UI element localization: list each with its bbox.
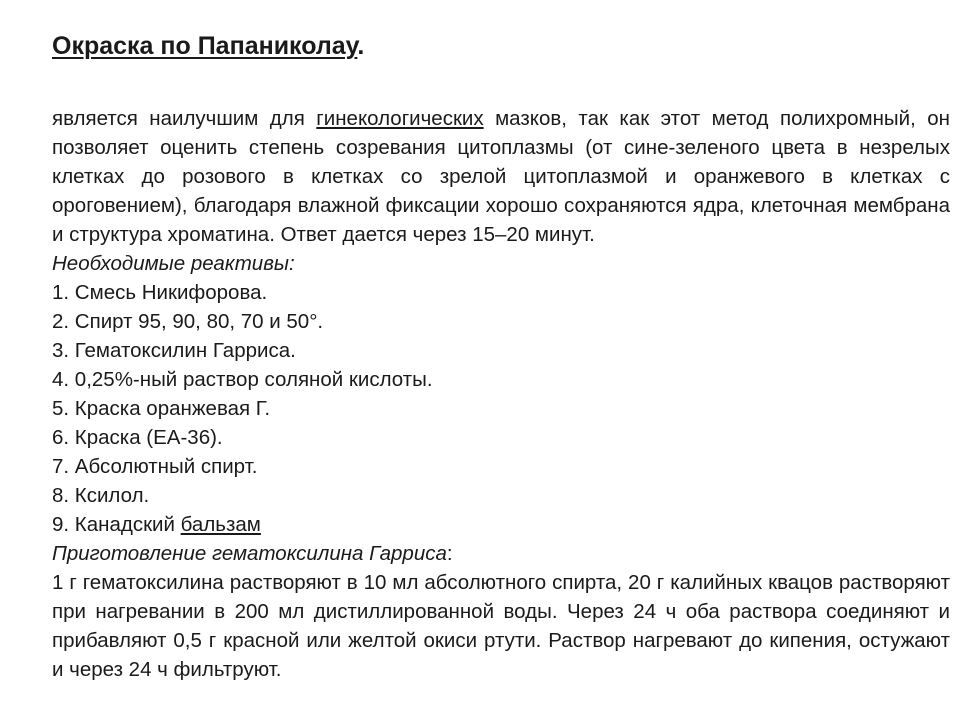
reagent-item: 4. 0,25%-ный раствор соляной кислоты. [52, 368, 433, 391]
reagent-item-text: 9. Канадский [52, 513, 181, 536]
content-body [52, 104, 950, 684]
preparation-heading-colon: : [446, 542, 453, 565]
preparation-heading [52, 539, 950, 568]
reagents-list [52, 278, 950, 539]
reagent-item: 2. Спирт 95, 90, 80, 70 и 50°. [52, 310, 324, 333]
reagent-item: 8. Ксилол. [52, 484, 150, 507]
preparation-paragraph: 1 г гематоксилина растворяют в 10 мл абсолютного спирта, 20 г калийных квацов растворяют при нагревании в 200 мл дистиллированной воды. Через 24 ч оба раствора соединяют и прибавляют 0,5 г красной или желтой окиси ртути. Раствор нагревают до кипения, остужают и через 24 ч фильтруют. [52, 571, 950, 681]
balsam-link[interactable]: бальзам [180, 513, 261, 536]
reagent-item: 5. Краска оранжевая Г. [52, 397, 271, 420]
reagent-item: 7. Абсолютный спирт. [52, 455, 258, 478]
title-text: Окраска по Папаниколау [52, 32, 358, 60]
title-period: . [357, 32, 365, 60]
reagent-item: 6. Краска (EA-36). [52, 426, 223, 449]
reagent-item [52, 510, 950, 539]
reagent-item: 3. Гематоксилин Гарриса. [52, 339, 296, 362]
preparation-heading-text: Приготовление гематоксилина Гарриса [52, 542, 447, 565]
intro-text-start: является наилучшим для [52, 107, 317, 130]
intro-paragraph [52, 104, 950, 249]
intro-text-rest: мазков, так как этот метод полихромный, он позволяет оценить степень созревания цитоплазмы (от сине-зеленого цвета в незрелых клетках до розового в клетках со зрелой цитоплазмой и оранжевого в клетках с ороговением), благодаря влажной фиксации хорошо сохраняются ядра, клеточная мембрана и структура хроматина. Ответ дается через 15–20 минут. [52, 107, 950, 246]
page-title [52, 28, 364, 64]
gynecological-link[interactable]: гинекологических [316, 107, 484, 130]
reagents-heading: Необходимые реактивы: [52, 252, 295, 275]
reagent-item: 1. Смесь Никифорова. [52, 281, 268, 304]
